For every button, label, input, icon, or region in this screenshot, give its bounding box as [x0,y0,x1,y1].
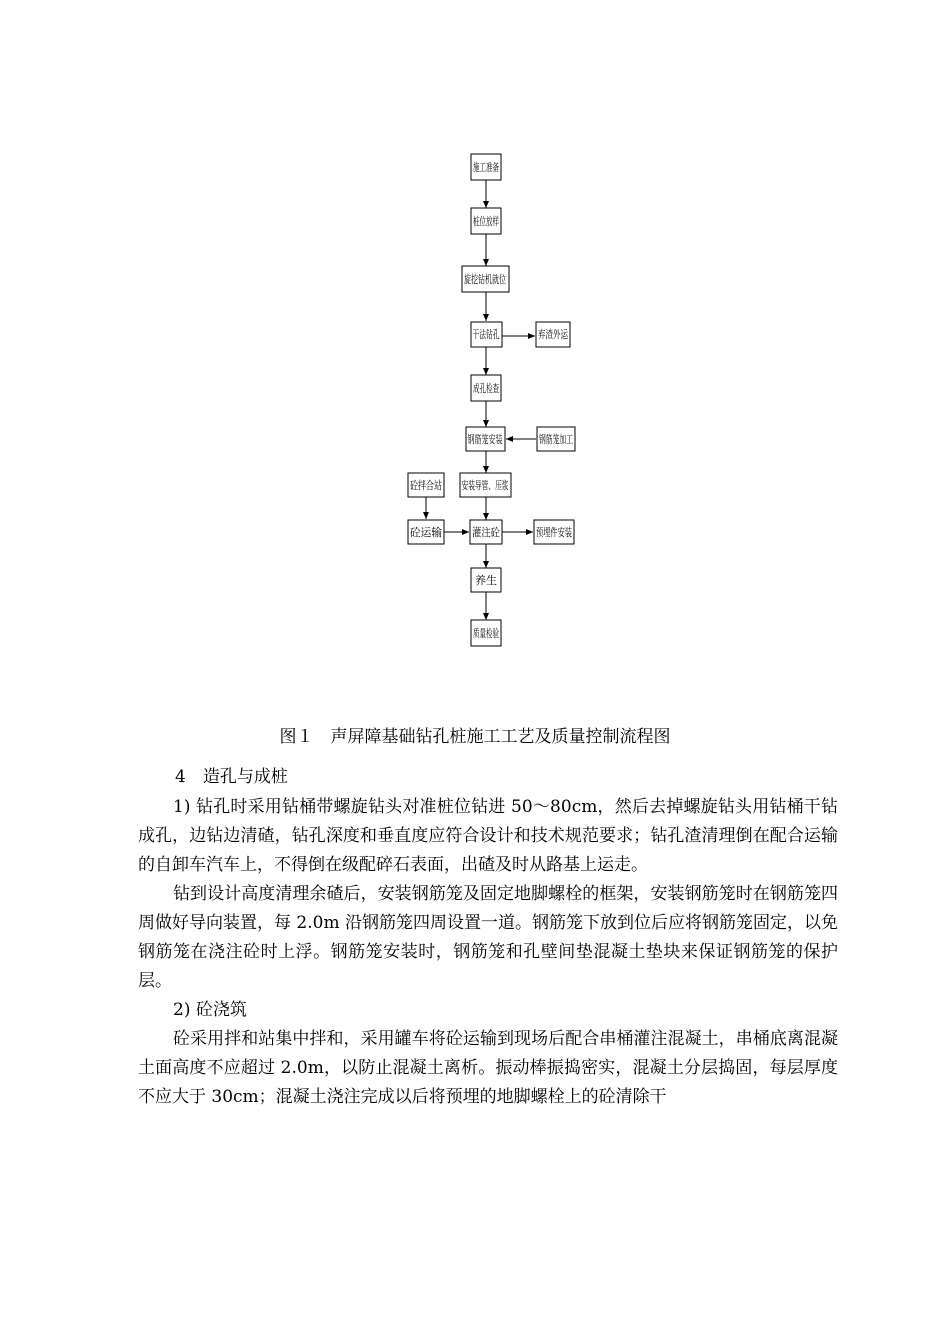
flow-node [408,473,454,497]
flow-node [534,520,591,544]
flow-node-label: 旋挖钻机就位 [464,273,530,286]
flow-node-label: 成孔检查 [473,382,517,395]
flow-node [471,568,501,592]
flow-node [471,208,517,234]
flow-node-label: 砼运输 [410,526,443,539]
flow-node [471,375,517,401]
flow-node [460,473,539,497]
flow-node [536,322,582,347]
flow-node-label: 桩位放样 [473,215,517,228]
body-text [138,793,838,1112]
flow-node-label: 干法钻孔 [472,328,517,341]
flow-node-label: 砼拌合站 [410,479,454,492]
flow-node-label: 钢筋笼安装 [467,433,523,446]
flow-node-label: 施工准备 [473,161,517,174]
flow-node [466,427,523,451]
flow-node [471,322,517,347]
figure-caption: 图１ 声屏障基础钻孔桩施工工艺及质量控制流程图 [279,727,671,747]
flow-node [471,154,517,180]
flow-node-label: 预埋件安装 [536,526,591,539]
flow-node-label: 养生 [475,574,497,587]
flow-node-label: 弃渣外运 [538,328,582,341]
flow-node-label: 钢筋笼加工 [539,433,594,446]
flow-node [462,266,530,292]
paragraph-concrete: 砼采用拌和站集中拌和，采用罐车将砼运输到现场后配合串桶灌注混凝土，串桶底离混凝土面高度不应超过 2.0m，以防止混凝土离析。振动棒振捣密实，混凝土分层捣固，每层厚度不应大于 30cm；混凝土浇注完成以后将预埋的地脚螺栓上的砼清除干 [138,1029,838,1107]
flow-node-label: 灌注砼 [472,526,505,539]
flow-node-label: 安装导管、压浆 [461,479,539,492]
flow-node [537,427,594,451]
flow-node-label: 质量检验 [473,627,517,640]
section-heading: 4 造孔与成桩 [175,767,288,787]
paragraph-rebar-cage: 钻到设计高度清理余碴后，安装钢筋笼及固定地脚螺栓的框架，安装钢筋笼时在钢筋笼四周做好导向装置，每 2.0m 沿钢筋笼四周设置一道。钢筋笼下放到位后应将钢筋笼固定，以免钢筋笼在浇注砼时上浮。钢筋笼安装时，钢筋笼和孔壁间垫混凝土垫块来保证钢筋笼的保护层。 [138,884,838,991]
flow-node [408,520,444,544]
subheading-concrete-pouring: 2) 砼浇筑 [173,1000,247,1020]
flow-node [471,620,517,646]
flow-node [470,520,505,544]
paragraph-drilling: 1) 钻孔时采用钻桶带螺旋钻头对准桩位钻进 50～80cm，然后去掉螺旋钻头用钻桶干钻成孔，边钻边清碴，钻孔深度和垂直度应符合设计和技术规范要求；钻孔渣清理倒在配合运输的自卸车汽车上，不得倒在级配碎石表面，出碴及时从路基上运走。 [138,797,838,875]
